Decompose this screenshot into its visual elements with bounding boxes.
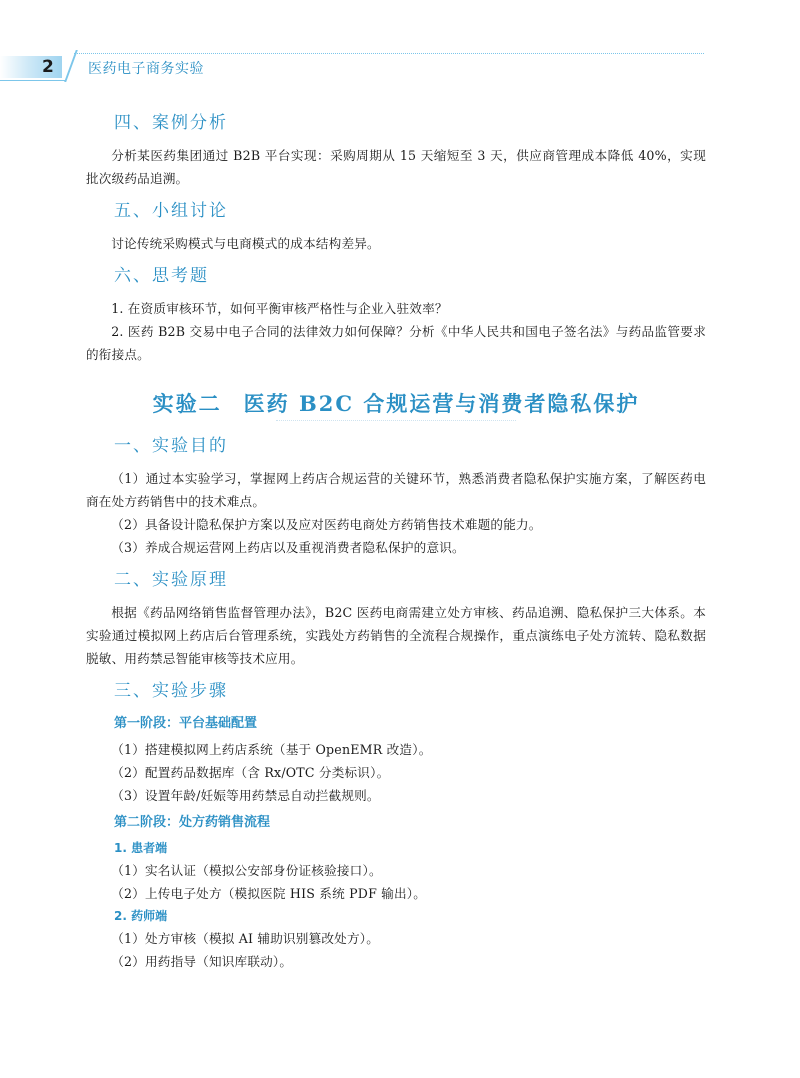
running-title: 医药电子商务实验 (88, 61, 204, 77)
discussion-text: 讨论传统采购模式与电商模式的成本结构差异。 (111, 236, 380, 251)
step-item: （1）实名认证（模拟公安部身份证核验接口）。 (111, 863, 382, 878)
section-heading-discussion: 五、小组讨论 (114, 201, 228, 221)
stage-title: 第二阶段：处方药销售流程 (114, 815, 271, 830)
page-number: 2 (42, 57, 54, 77)
step-item: （2）上传电子处方（模拟医院 HIS 系统 PDF 输出）。 (111, 886, 427, 901)
experiment-title (86, 384, 706, 421)
experiment-label: 实验二 (152, 391, 222, 416)
principle-text: 根据《药品网络销售监督管理办法》，B2C 医药电商需建立处方审核、药品追溯、隐私保护三大体系。本实验通过模拟网上药店后台管理系统，实践处方药销售的全流程合规操作，重点演练电子处方流转、隐私数据脱敏、用药禁忌智能审核等技术应用。 (86, 605, 706, 666)
step-item: （3）设置年龄/妊娠等用药禁忌自动拦截规则。 (111, 788, 380, 803)
section-heading-questions: 六、思考题 (114, 266, 209, 286)
section-heading-principle: 二、实验原理 (114, 570, 228, 590)
objective-item: （2）具备设计隐私保护方案以及应对医药电商处方药销售技术难题的能力。 (111, 517, 542, 532)
question-item: 1. 在资质审核环节，如何平衡审核严格性与企业入驻效率？ (111, 301, 448, 316)
step-item: （2）配置药品数据库（含 Rx/OTC 分类标识）。 (111, 765, 390, 780)
page-body (86, 108, 706, 973)
objective-item: （1）通过本实验学习，掌握网上药店合规运营的关键环节，熟悉消费者隐私保护实施方案，了解医药电商在处方药销售中的技术难点。 (86, 471, 706, 509)
section-heading-objectives: 一、实验目的 (114, 436, 228, 456)
title-underline (276, 420, 516, 421)
substage-title: 1. 患者端 (114, 841, 168, 855)
stage-title: 第一阶段：平台基础配置 (114, 716, 258, 731)
page-header (0, 0, 800, 100)
experiment-name: 医药 B2C 合规运营与消费者隐私保护 (243, 391, 640, 416)
header-underline (0, 80, 66, 81)
step-item: （1）搭建模拟网上药店系统（基于 OpenEMR 改造）。 (111, 742, 432, 757)
header-rule (74, 53, 704, 54)
section-heading-case: 四、案例分析 (114, 113, 228, 133)
case-text: 分析某医药集团通过 B2B 平台实现：采购周期从 15 天缩短至 3 天，供应商管理成本降低 40%，实现批次级药品追溯。 (86, 148, 706, 186)
step-item: （2）用药指导（知识库联动）。 (111, 954, 293, 969)
section-heading-steps: 三、实验步骤 (114, 681, 228, 701)
substage-title: 2. 药师端 (114, 909, 168, 923)
question-item: 2. 医药 B2B 交易中电子合同的法律效力如何保障？分析《中华人民共和国电子签名法》与药品监管要求的衔接点。 (86, 324, 706, 362)
objective-item: （3）养成合规运营网上药店以及重视消费者隐私保护的意识。 (111, 540, 465, 555)
step-item: （1）处方审核（模拟 AI 辅助识别篡改处方）。 (111, 931, 380, 946)
